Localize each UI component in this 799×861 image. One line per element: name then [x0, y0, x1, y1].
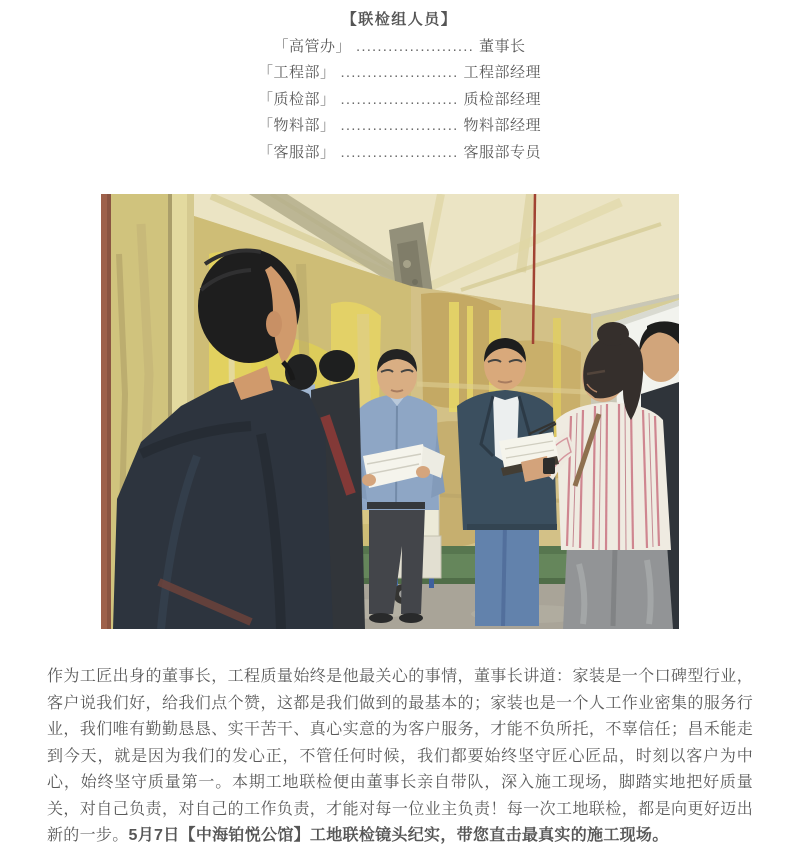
- roster-dept: 「客服部」: [257, 143, 336, 161]
- roster-line: [0, 34, 799, 61]
- paragraph-regular-text: 作为工匠出身的董事长，工程质量始终是他最关心的事情，董事长讲道：家装是一个口碑型行业，客户说我们好，给我们点个赞，这都是我们做到的最基本的；家装也是一个人工作业密集的服务行业，我们唯有勤勤恳恳、实干苦干、真心实意的为客户服务，才能不负所托，不辜信任；昌禾能走到今天，就是因为我们的发心正，不管任何时候，我们都要始终坚守匠心匠品，时刻以客户为中心，始终坚守质量第一。本期工地联检便由董事长亲自带队，深入施工现场，脚踏实地把好质量关，对自己负责，对自己的工作负责，才能对每一位业主负责！每一次工地联检，都是向更好迈出新的一步。: [47, 668, 753, 844]
- roster-dept: 「质检部」: [257, 90, 336, 108]
- inspection-team-header: [0, 0, 799, 166]
- article-paragraph: [47, 664, 753, 850]
- roster-line: [0, 140, 799, 167]
- roster-role: 董事长: [479, 37, 526, 55]
- roster-dept: 「高管办」: [273, 37, 351, 55]
- roster-role: 客服部专员: [463, 143, 542, 161]
- roster-line: [0, 113, 799, 140]
- roster-list: [0, 34, 799, 167]
- site-photo-figure: [101, 194, 679, 629]
- roster-dots: ......................: [340, 117, 459, 134]
- roster-line: [0, 60, 799, 87]
- roster-dept: 「物料部」: [257, 117, 336, 134]
- roster-role: 工程部经理: [463, 64, 542, 81]
- roster-dots: ......................: [340, 143, 459, 161]
- paragraph-bold-text: 5月7日【中海铂悦公馆】工地联检镜头纪实，带您直击最真实的施工现场。: [128, 827, 669, 844]
- roster-dots: ......................: [340, 64, 459, 81]
- roster-dots: ......................: [340, 90, 459, 108]
- photo-tone-overlay: [101, 194, 679, 629]
- roster-dots: ......................: [355, 37, 475, 55]
- roster-role: 物料部经理: [463, 117, 542, 134]
- roster-line: [0, 87, 799, 114]
- roster-dept: 「工程部」: [257, 64, 336, 81]
- roster-title: 【联检组人员】: [341, 11, 458, 28]
- construction-site-photo: [101, 194, 679, 629]
- roster-role: 质检部经理: [463, 90, 542, 108]
